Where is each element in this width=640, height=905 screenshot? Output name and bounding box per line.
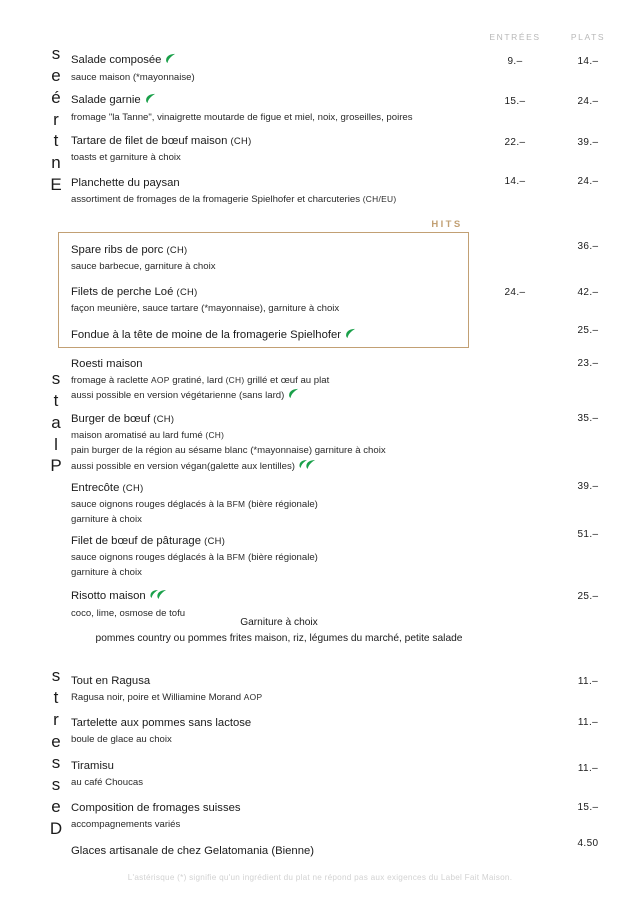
vegetarian-leaf-icon xyxy=(145,93,156,110)
column-header-entrees: ENTRÉES xyxy=(489,32,541,42)
item-name: Tiramisu xyxy=(71,760,114,772)
item-price-plat: 25.– xyxy=(577,325,599,336)
item-price-entree: 22.– xyxy=(504,137,526,148)
menu-item[interactable] xyxy=(71,356,329,405)
item-price-plat: 11.– xyxy=(577,676,599,687)
hits-label: HITS xyxy=(431,219,463,230)
item-description: garniture à choix xyxy=(71,514,142,526)
vegan-double-leaf-icon xyxy=(150,589,167,606)
column-header-plats: PLATS xyxy=(570,32,606,42)
item-price-plat: 11.– xyxy=(577,763,599,774)
item-name: Tartare de filet de bœuf maison (CH) xyxy=(71,135,252,147)
item-price-plat: 36.– xyxy=(577,241,599,252)
item-origin: (CH) xyxy=(176,286,198,297)
item-description: sauce barbecue, garniture à choix xyxy=(71,260,216,272)
item-price-plat: 24.– xyxy=(577,176,599,187)
menu-item[interactable] xyxy=(71,715,251,747)
menu-item[interactable] xyxy=(71,800,241,832)
item-name: Fondue à la tête de moine de la fromagerie Spielhofer xyxy=(71,327,356,345)
item-price-plat: 14.– xyxy=(577,56,599,67)
item-description: accompagnements variés xyxy=(71,818,181,830)
menu-item[interactable] xyxy=(71,327,356,345)
menu-item[interactable] xyxy=(71,175,396,207)
section-label-desserts: s t r e s s e D xyxy=(49,666,63,838)
item-description: boule de glace au choix xyxy=(71,733,172,745)
garniture-title: Garniture à choix xyxy=(240,617,318,628)
item-name: Planchette du paysan xyxy=(71,177,180,189)
menu-item[interactable] xyxy=(71,411,386,476)
item-name: Salade composée xyxy=(71,52,195,70)
item-description: au café Choucas xyxy=(71,776,143,788)
item-name: Burger de bœuf (CH) xyxy=(71,413,175,425)
item-description: pain burger de la région au sésame blanc (*mayonnaise) garniture à choix xyxy=(71,445,386,457)
item-description: sauce maison (*mayonnaise) xyxy=(71,71,195,83)
footnote-asterisk: L'astérisque (*) signifie qu'un ingrédient du plat ne répond pas aux exigences du Label Fait Maison. xyxy=(127,873,513,882)
item-name: Salade garnie xyxy=(71,92,413,110)
item-price-plat: 35.– xyxy=(577,413,599,424)
menu-item[interactable] xyxy=(71,843,314,860)
item-price-plat: 23.– xyxy=(577,358,599,369)
item-price-entree: 24.– xyxy=(504,287,526,298)
menu-item[interactable] xyxy=(71,480,318,528)
item-price-plat: 39.– xyxy=(577,481,599,492)
item-description: fromage à raclette AOP gratiné, lard (CH) grillé et œuf au plat xyxy=(71,374,330,386)
item-price-plat: 4.50 xyxy=(577,838,599,849)
item-origin: (CH) xyxy=(153,413,175,424)
item-price-entree: 9.– xyxy=(507,56,523,67)
menu-item[interactable] xyxy=(71,92,413,125)
item-price-plat: 25.– xyxy=(577,591,599,602)
item-name: Roesti maison xyxy=(71,358,143,370)
item-description: façon meunière, sauce tartare (*mayonnaise), garniture à choix xyxy=(71,302,340,314)
price-column-headers xyxy=(0,32,640,46)
item-price-entree: 14.– xyxy=(504,176,526,187)
item-price-plat: 42.– xyxy=(577,287,599,298)
item-origin: (CH) xyxy=(204,535,226,546)
item-price-plat: 11.– xyxy=(577,717,599,728)
item-description: aussi possible en version végétarienne (sans lard) xyxy=(71,388,329,405)
item-name: Risotto maison xyxy=(71,588,185,606)
item-name: Glaces artisanale de chez Gelatomania (Bienne) xyxy=(71,845,315,857)
menu-item[interactable] xyxy=(71,133,252,165)
item-price-plat: 39.– xyxy=(577,137,599,148)
item-price-entree: 15.– xyxy=(504,96,526,107)
menu-item[interactable] xyxy=(71,284,339,316)
item-name: Tout en Ragusa xyxy=(71,675,151,687)
item-description: maison aromatisé au lard fumé (CH) xyxy=(71,429,225,441)
garniture-options: pommes country ou pommes frites maison, riz, légumes du marché, petite salade xyxy=(95,633,463,645)
item-description: garniture à choix xyxy=(71,567,142,579)
section-label-entrees: s e é r t n E xyxy=(50,44,62,195)
item-name: Entrecôte (CH) xyxy=(71,482,144,494)
menu-item[interactable] xyxy=(71,758,143,790)
menu-item[interactable] xyxy=(71,533,318,581)
item-name: Filet de bœuf de pâturage (CH) xyxy=(71,535,226,547)
item-description: Ragusa noir, poire et Williamine Morand AOP xyxy=(71,691,263,703)
item-name: Spare ribs de porc (CH) xyxy=(71,244,188,256)
vegetarian-leaf-icon xyxy=(288,388,299,405)
item-name: Filets de perche Loé (CH) xyxy=(71,286,198,298)
section-label-plats: s t a l P xyxy=(50,369,62,476)
item-name: Composition de fromages suisses xyxy=(71,802,241,814)
menu-item[interactable] xyxy=(71,52,195,85)
vegan-double-leaf-icon xyxy=(299,459,316,476)
item-price-plat: 15.– xyxy=(577,802,599,813)
item-description: toasts et garniture à choix xyxy=(71,151,181,163)
vegetarian-leaf-icon xyxy=(345,328,356,345)
item-origin: (CH) xyxy=(122,482,144,493)
item-description: assortiment de fromages de la fromagerie Spielhofer et charcuteries (CH/EU) xyxy=(71,193,397,205)
item-price-plat: 51.– xyxy=(577,529,599,540)
item-description: aussi possible en version végan(galette aux lentilles) xyxy=(71,459,386,476)
menu-item[interactable] xyxy=(71,242,216,274)
vegetarian-leaf-icon xyxy=(165,53,176,70)
item-description: fromage "la Tanne", vinaigrette moutarde de figue et miel, noix, groseilles, poires xyxy=(71,111,413,123)
item-price-plat: 24.– xyxy=(577,96,599,107)
item-description: sauce oignons rouges déglacés à la BFM (bière régionale) xyxy=(71,498,318,510)
item-origin: (CH) xyxy=(166,244,188,255)
item-description: sauce oignons rouges déglacés à la BFM (bière régionale) xyxy=(71,551,318,563)
item-origin: (CH) xyxy=(230,135,252,146)
garniture-note xyxy=(0,615,558,648)
item-description: coco, lime, osmose de tofu xyxy=(71,607,186,619)
item-name: Tartelette aux pommes sans lactose xyxy=(71,717,252,729)
menu-item[interactable] xyxy=(71,673,262,705)
